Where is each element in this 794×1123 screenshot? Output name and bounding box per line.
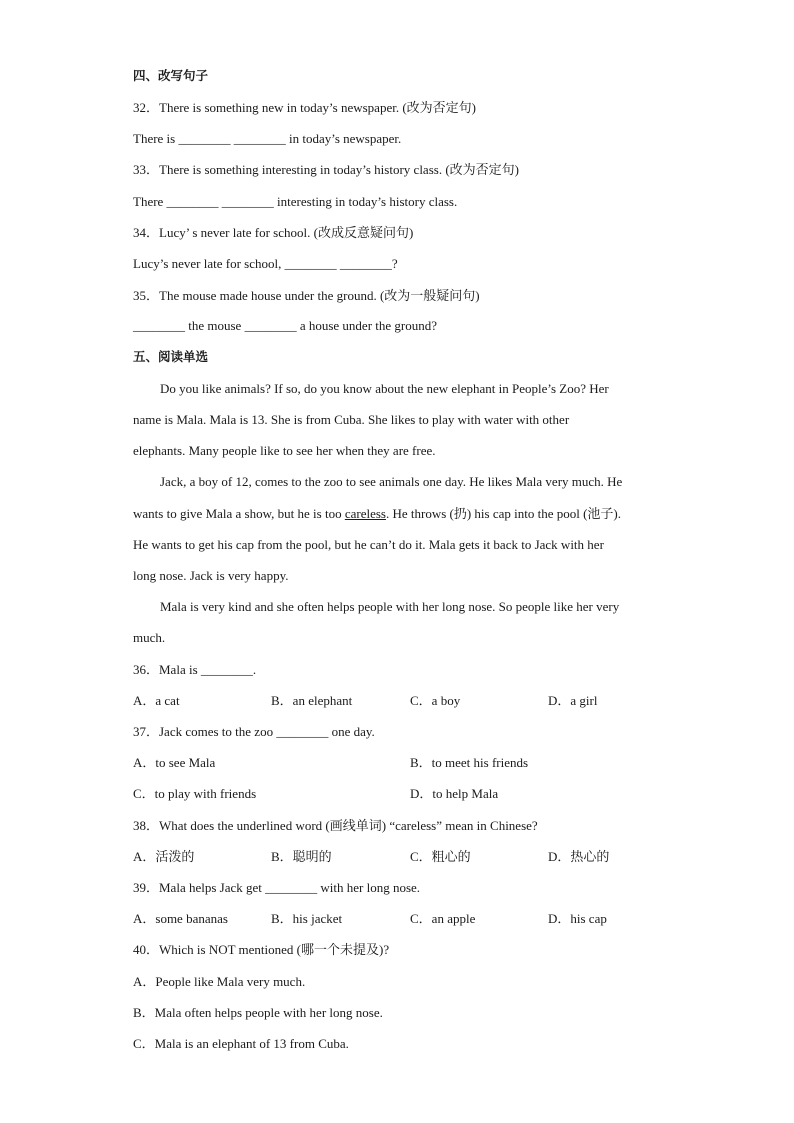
answer-line-33: There ________ ________ interesting in today’s history class. <box>133 194 458 209</box>
question-36: 36．Mala is ________. <box>133 662 257 677</box>
passage-line: name is Mala. Mala is 13. She is from Cuba. She likes to play with water with other <box>133 412 570 427</box>
option-37-a[interactable]: A．to see Mala <box>133 755 216 770</box>
passage-line: much. <box>133 630 166 645</box>
question-39: 39．Mala helps Jack get ________ with her long nose. <box>133 880 421 895</box>
option-38-d[interactable]: D．热心的 <box>548 849 610 864</box>
option-39-c[interactable]: C．an apple <box>410 911 476 926</box>
passage-text: wants to give Mala a show, but he is too <box>133 506 345 521</box>
option-37-b[interactable]: B．to meet his friends <box>410 755 529 770</box>
option-36-c[interactable]: C．a boy <box>410 693 461 708</box>
option-38-c[interactable]: C．粗心的 <box>410 849 471 864</box>
passage-text: . He throws (扔) his cap into the pool (池子). <box>385 506 622 521</box>
underlined-word-careless: careless <box>344 506 386 521</box>
question-35: 35．The mouse made house under the ground. (改为一般疑问句) <box>133 288 480 303</box>
question-34: 34．Lucy’ s never late for school. (改成反意疑问句) <box>133 225 414 240</box>
passage-line: elephants. Many people like to see her when they are free. <box>133 443 436 458</box>
answer-line-35: ________ the mouse ________ a house under the ground? <box>133 318 438 333</box>
passage-line: Mala is very kind and she often helps people with her long nose. So people like her very <box>160 599 620 614</box>
option-39-d[interactable]: D．his cap <box>548 911 607 926</box>
answer-line-32: There is ________ ________ in today’s newspaper. <box>133 131 402 146</box>
option-36-b[interactable]: B．an elephant <box>271 693 353 708</box>
question-32: 32．There is something new in today’s newspaper. (改为否定句) <box>133 100 476 115</box>
question-38: 38．What does the underlined word (画线单词) “careless” mean in Chinese? <box>133 818 538 833</box>
question-40: 40．Which is NOT mentioned (哪一个未提及)? <box>133 942 390 957</box>
option-38-b[interactable]: B．聪明的 <box>271 849 332 864</box>
question-33: 33．There is something interesting in today’s history class. (改为否定句) <box>133 162 519 177</box>
option-39-a[interactable]: A．some bananas <box>133 911 228 926</box>
answer-line-34: Lucy’s never late for school, ________ ________? <box>133 256 398 271</box>
passage-line <box>133 506 621 522</box>
section-heading-reading: 五、阅读单选 <box>133 349 209 364</box>
option-39-b[interactable]: B．his jacket <box>271 911 343 926</box>
option-38-a[interactable]: A．活泼的 <box>133 849 195 864</box>
passage-line: long nose. Jack is very happy. <box>133 568 289 583</box>
passage-line: Do you like animals? If so, do you know about the new elephant in People’s Zoo? Her <box>160 381 609 396</box>
passage-line: He wants to get his cap from the pool, but he can’t do it. Mala gets it back to Jack with her <box>133 537 604 552</box>
option-40-b[interactable]: B．Mala often helps people with her long nose. <box>133 1005 383 1020</box>
option-40-c[interactable]: C．Mala is an elephant of 13 from Cuba. <box>133 1036 349 1051</box>
option-36-a[interactable]: A．a cat <box>133 693 180 708</box>
option-37-c[interactable]: C．to play with friends <box>133 786 257 801</box>
section-heading-rewrite: 四、改写句子 <box>133 68 209 83</box>
option-36-d[interactable]: D．a girl <box>548 693 598 708</box>
option-40-a[interactable]: A．People like Mala very much. <box>133 974 306 989</box>
option-37-d[interactable]: D．to help Mala <box>410 786 499 801</box>
passage-line: Jack, a boy of 12, comes to the zoo to see animals one day. He likes Mala very much. He <box>160 474 623 489</box>
question-37: 37．Jack comes to the zoo ________ one day. <box>133 724 375 739</box>
